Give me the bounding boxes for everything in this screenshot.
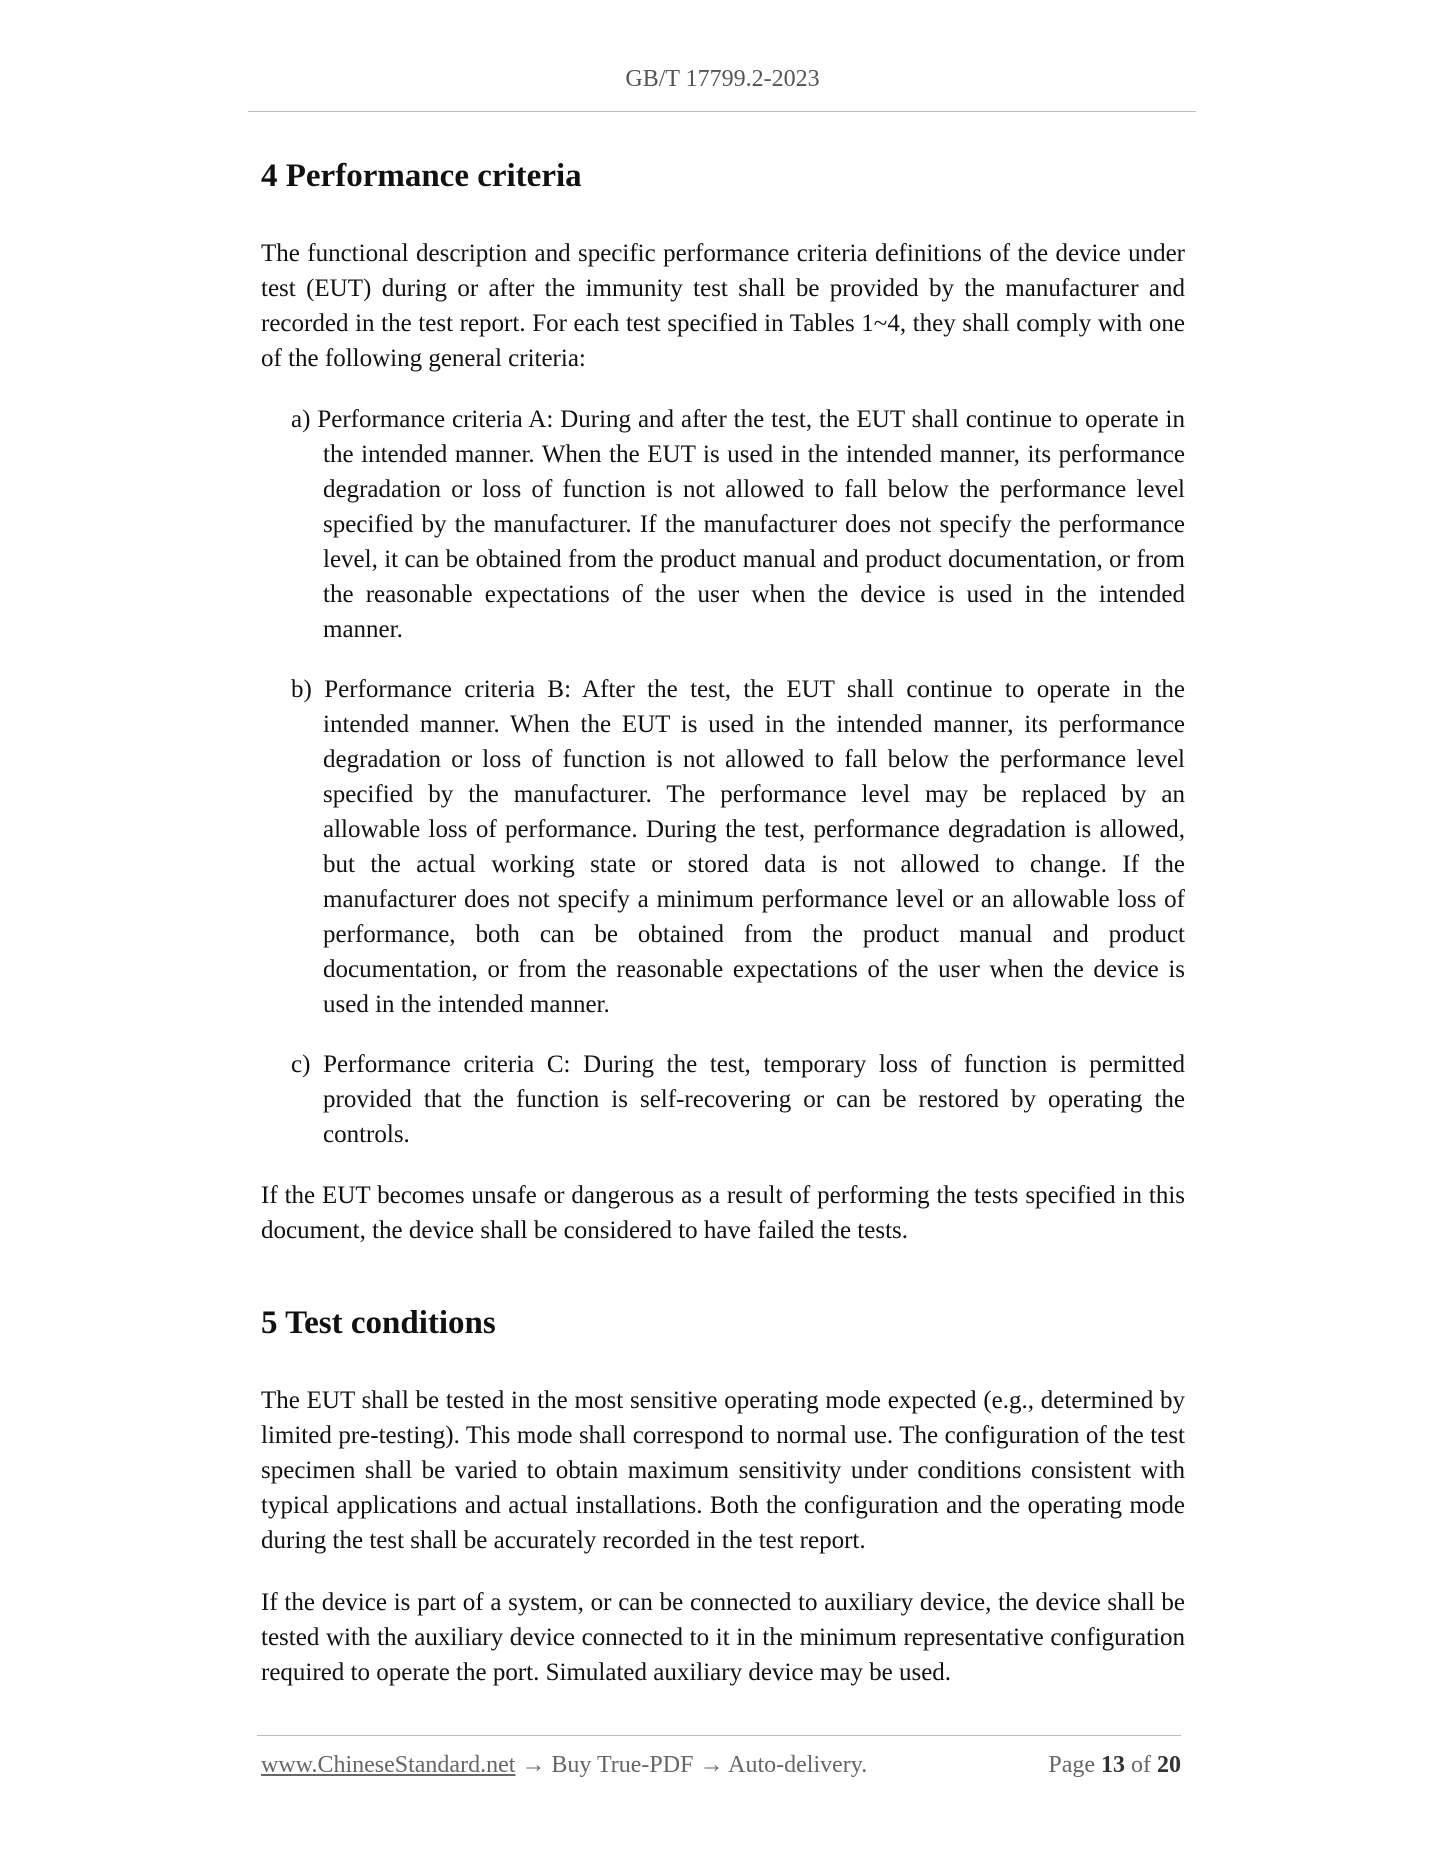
criteria-b: b) Performance criteria B: After the test, the EUT shall continue to operate in the intended manner. When the EUT is used in the intended manner, its performance degradation or loss of function is not allowed to fall below the performance level specified by the manufacturer. The performance level may be replaced by an allowable loss of performance. During the test, performance degradation is allowed, but the actual working state or stored data is not allowed to change. If the manufacturer does not specify a minimum performance level or an allowable loss of performance, both can be obtained from the product manual and product documentation, or from the reasonable expectations of the user when the device is used in the intended manner. xyxy=(291,676,1185,1018)
arrow-right-icon: → xyxy=(521,1752,546,1778)
section-5-para-1: The EUT shall be tested in the most sensitive operating mode expected (e.g., determined by limited pre-testing). This mode shall correspond to normal use. The configuration of the test specimen shall be varied to obtain maximum sensitivity under conditions consistent with typical applications and actual installations. Both the configuration and the operating mode during the test shall be accurately recorded in the test report. xyxy=(261,1387,1185,1554)
criteria-a: a) Performance criteria A: During and after the test, the EUT shall continue to operate in the intended manner. When the EUT is used in the intended manner, its performance degradation or loss of function is not allowed to fall below the performance level specified by the manufacturer. If the manufacturer does not specify the performance level, it can be obtained from the product manual and product documentation, or from the reasonable expectations of the user when the device is used in the intended manner. xyxy=(291,406,1185,643)
auto-delivery-text: Auto-delivery. xyxy=(728,1752,868,1778)
section-4-heading-block xyxy=(261,158,1185,195)
criteria-c: c) Performance criteria C: During the test, temporary loss of function is permitted provided that the function is self-recovering or can be restored by operating the controls. xyxy=(291,1051,1185,1148)
section-5-heading: 5 Test conditions xyxy=(261,1305,496,1341)
buy-true-pdf-text: Buy True-PDF xyxy=(551,1752,694,1778)
page-total: 20 xyxy=(1157,1752,1181,1778)
page-current: 13 xyxy=(1101,1752,1125,1778)
section-4-closing: If the EUT becomes unsafe or dangerous as a result of performing the tests specified in this document, the device shall be considered to have failed the tests. xyxy=(261,1182,1185,1244)
page-number xyxy=(1048,1752,1181,1779)
document-header: GB/T 17799.2-2023 xyxy=(625,66,820,92)
page-footer xyxy=(261,1752,1181,1784)
footer-divider xyxy=(257,1735,1181,1736)
footer-promo xyxy=(261,1752,867,1779)
section-4-heading: 4 Performance criteria xyxy=(261,158,582,194)
page-label: Page xyxy=(1048,1752,1095,1778)
header-divider xyxy=(248,111,1196,112)
section-5-para-2: If the device is part of a system, or can be connected to auxiliary device, the device shall be tested with the auxiliary device connected to it in the minimum representative configuration required to operate the port. Simulated auxiliary device may be used. xyxy=(261,1589,1185,1686)
criteria-c-block xyxy=(261,1047,1185,1152)
section-4-closing-block xyxy=(261,1178,1185,1248)
criteria-a-block xyxy=(261,402,1185,647)
section-5-para-2-block xyxy=(261,1585,1185,1690)
criteria-b-block xyxy=(261,672,1185,1022)
section-5-heading-block xyxy=(261,1305,1185,1342)
of-label: of xyxy=(1131,1752,1151,1778)
arrow-right-icon: → xyxy=(699,1752,724,1778)
section-5-para-1-block xyxy=(261,1383,1185,1558)
chinesestandard-link[interactable]: www.ChineseStandard.net xyxy=(261,1752,516,1778)
section-4-intro-block xyxy=(261,236,1185,376)
section-4-intro: The functional description and specific performance criteria definitions of the device under test (EUT) during or after the immunity test shall be provided by the manufacturer and recorded in the test report. For each test specified in Tables 1~4, they shall comply with one of the following general criteria: xyxy=(261,240,1185,372)
